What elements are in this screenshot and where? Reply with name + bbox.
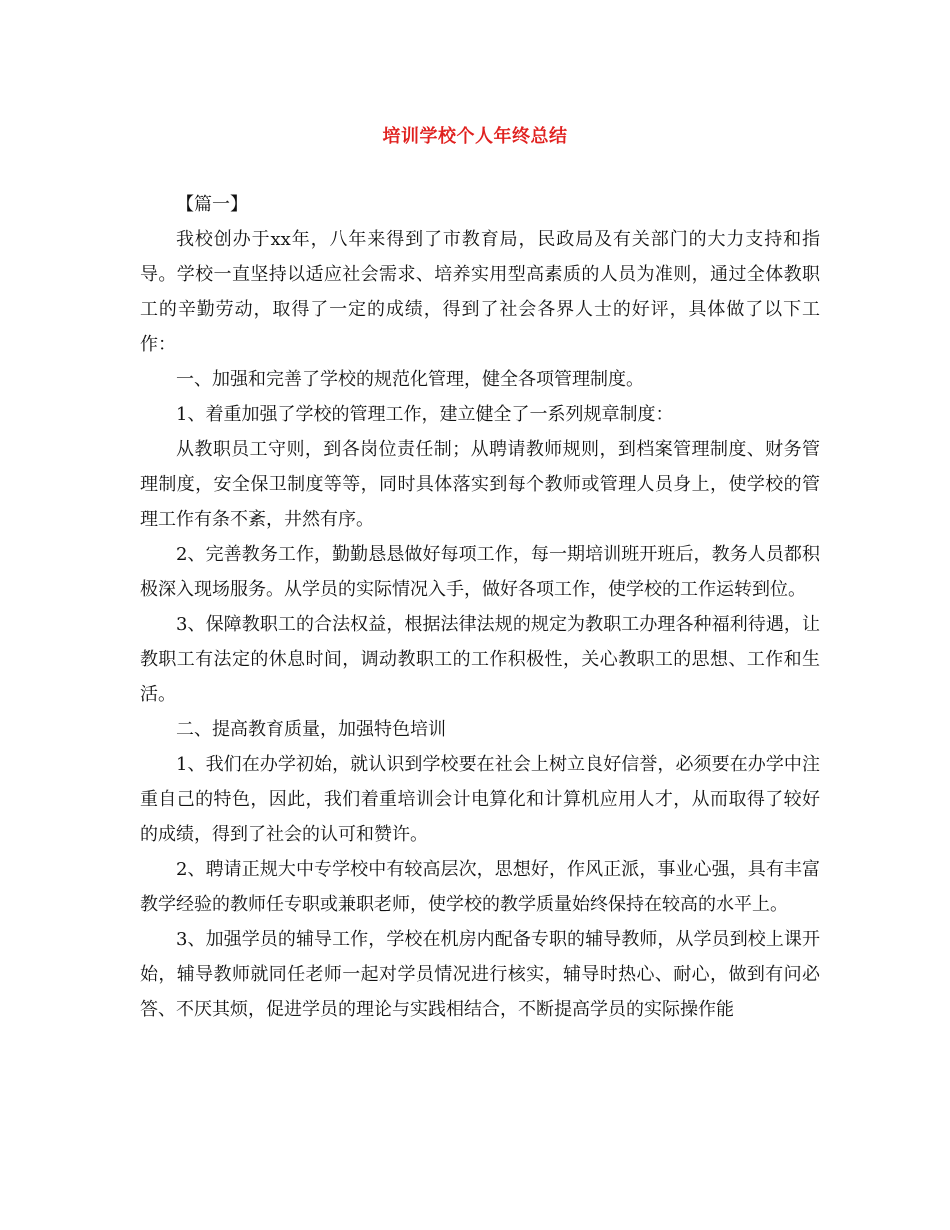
paragraph-item-2-2: 2、聘请正规大中专学校中有较高层次，思想好，作风正派，事业心强，具有丰富教学经验的教师任专职或兼职老师，使学校的教学质量始终保持在较高的水平上。 — [140, 859, 820, 915]
paragraph-intro: 我校创办于xx年，八年来得到了市教育局，民政局及有关部门的大力支持和指导。学校一直坚持以适应社会需求、培养实用型高素质的人员为准则，通过全体教职工的辛勤劳动，取得了一定的成绩，得到了社会各界人士的好评，具体做了以下工作： — [140, 229, 820, 355]
paragraph-item-2-3: 3、加强学员的辅导工作，学校在机房内配备专职的辅导教师，从学员到校上课开始，辅导教师就同任老师一起对学员情况进行核实，辅导时热心、耐心，做到有问必答、不厌其烦，促进学员的理论与实践相结合，不断提高学员的实际操作能 — [140, 929, 820, 1020]
document-body — [140, 187, 820, 1027]
paragraph-heading-1: 一、加强和完善了学校的规范化管理，健全各项管理制度。 — [176, 369, 644, 390]
paragraph-heading-2: 二、提高教育质量，加强特色培训 — [176, 719, 446, 740]
paragraph-item-1-1: 1、着重加强了学校的管理工作，建立健全了一系列规章制度： — [176, 404, 674, 425]
paragraph-item-2-1: 1、我们在办学初始，就认识到学校要在社会上树立良好信誉，必须要在办学中注重自己的特色，因此，我们着重培训会计电算化和计算机应用人才，从而取得了较好的成绩，得到了社会的认可和赞许。 — [140, 754, 820, 845]
paragraph-item-1-3: 3、保障教职工的合法权益，根据法律法规的规定为教职工办理各种福利待遇，让教职工有法定的休息时间，调动教职工的工作积极性，关心教职工的思想、工作和生活。 — [140, 614, 820, 705]
paragraph-section-label: 【篇一】 — [176, 194, 248, 215]
document-title: 培训学校个人年终总结 — [382, 126, 568, 147]
paragraph-item-1-1-detail: 从教职员工守则，到各岗位责任制；从聘请教师规则，到档案管理制度、财务管理制度，安全保卫制度等等，同时具体落实到每个教师或管理人员身上，使学校的管理工作有条不紊，井然有序。 — [140, 439, 820, 530]
paragraph-item-1-2: 2、完善教务工作，勤勤恳恳做好每项工作，每一期培训班开班后，教务人员都积极深入现场服务。从学员的实际情况入手，做好各项工作，使学校的工作运转到位。 — [140, 544, 820, 600]
